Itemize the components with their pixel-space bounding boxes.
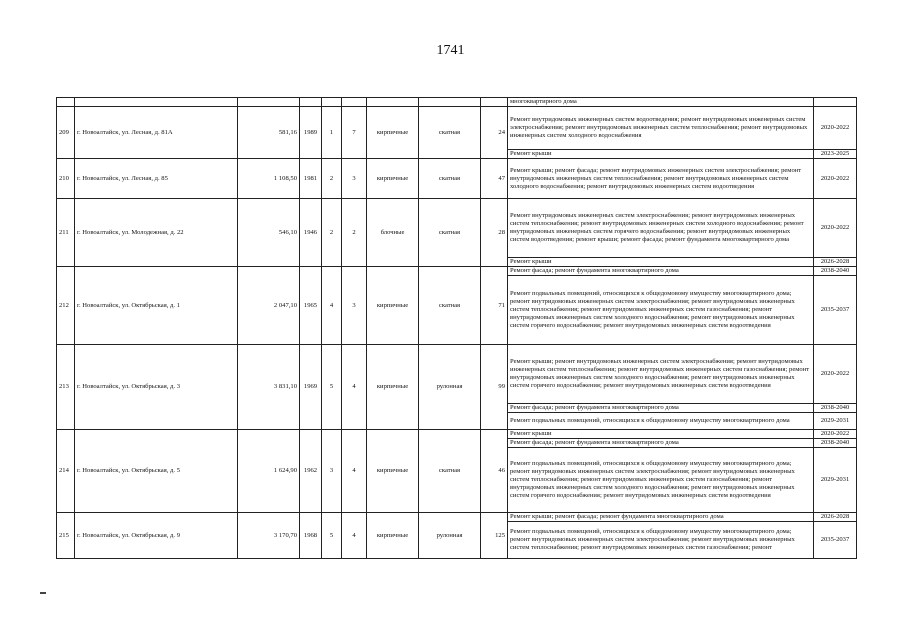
- walls-cell: кирпичные: [367, 107, 419, 159]
- year-cell: 1965: [300, 267, 322, 345]
- work-period: 2038-2040: [814, 404, 857, 413]
- work-description: Ремонт подвальных помещений, относящихся к общедомовому имуществу многоквартирного дома; ремонт внутридомовых инженерных систем электроснабжения; ремонт внутридомовых инженерных систем теплоснабжения; ремонт внутридомовых инженерных систем газоснабжения; ремонт: [508, 522, 814, 559]
- house-row: [57, 345, 857, 404]
- work-period: 2038-2040: [814, 267, 857, 276]
- work-period: 2020-2022: [814, 199, 857, 258]
- year-cell: 1962: [300, 430, 322, 513]
- carry-over-row: [57, 98, 857, 107]
- area-cell: 1 624,90: [238, 430, 300, 513]
- work-period: 2020-2022: [814, 430, 857, 439]
- walls-cell: кирпичные: [367, 159, 419, 199]
- area-cell: 3 831,10: [238, 345, 300, 430]
- roof-cell: скатная: [419, 107, 481, 159]
- year-cell: 1989: [300, 107, 322, 159]
- area-cell: 581,16: [238, 107, 300, 159]
- carry-over-text: многоквартирного дома: [508, 98, 814, 107]
- row-number: 209: [57, 107, 75, 159]
- work-period: 2029-2031: [814, 448, 857, 513]
- work-description: Ремонт внутридомовых инженерных систем электроснабжения; ремонт внутридомовых инженерных систем теплоснабжения; ремонт внутридомовых инженерных систем холодного водоснабжения; ремонт внутридомовых инженерных систем горячего водоснабжения; ремонт внутридомовых инженерных систем водоотведения; ремонт крыши; ремонт фасада; ремонт фундамента многоквартирного дома: [508, 199, 814, 258]
- roof-cell: скатная: [419, 267, 481, 345]
- row-number: 214: [57, 430, 75, 513]
- floors-cell: 2: [322, 159, 342, 199]
- work-description: Ремонт крыши: [508, 430, 814, 439]
- row-number: 212: [57, 267, 75, 345]
- house-row: [57, 430, 857, 439]
- entrances-cell: 7: [342, 107, 367, 159]
- walls-cell: кирпичные: [367, 513, 419, 559]
- address-cell: г. Новоалтайск, ул. Октябрьская, д. 9: [75, 513, 238, 559]
- residents-cell: 24: [481, 107, 508, 159]
- work-period: 2035-2037: [814, 276, 857, 345]
- work-description: Ремонт крыши; ремонт внутридомовых инженерных систем электроснабжения; ремонт внутридомовых инженерных систем теплоснабжения; ремонт внутридомовых инженерных систем газоснабжения; ремонт внутридомовых инженерных систем холодного водоснабжения; ремонт внутридомовых инженерных систем горячего водоснабжения; ремонт внутридомовых инженерных систем водоотведения: [508, 345, 814, 404]
- work-description: Ремонт подвальных помещений, относящихся к общедомовому имуществу многоквартирного дома; ремонт внутридомовых инженерных систем электроснабжения; ремонт внутридомовых инженерных систем теплоснабжения; ремонт внутридомовых инженерных систем газоснабжения; ремонт внутридомовых инженерных систем холодного водоснабжения; ремонт внутридомовых инженерных систем горячего водоснабжения; ремонт внутридомовых инженерных систем водоотведения: [508, 448, 814, 513]
- residents-cell: 99: [481, 345, 508, 430]
- walls-cell: кирпичные: [367, 267, 419, 345]
- entrances-cell: 4: [342, 345, 367, 430]
- floors-cell: 2: [322, 199, 342, 267]
- work-period: 2020-2022: [814, 345, 857, 404]
- residents-cell: 47: [481, 159, 508, 199]
- floors-cell: 5: [322, 345, 342, 430]
- year-cell: 1946: [300, 199, 322, 267]
- row-number: 213: [57, 345, 75, 430]
- capital-repair-table: [56, 97, 857, 559]
- work-period: 2023-2025: [814, 150, 857, 159]
- address-cell: г. Новоалтайск, ул. Лесная, д. 85: [75, 159, 238, 199]
- roof-cell: рулонная: [419, 345, 481, 430]
- work-description: Ремонт крыши; ремонт фасада; ремонт внутридомовых инженерных систем электроснабжения; ремонт внутридомовых инженерных систем теплоснабжения; ремонт внутридомовых инженерных систем холодного водоснабжения; ремонт внутридомовых инженерных систем водоотведения: [508, 159, 814, 199]
- area-cell: 2 047,10: [238, 267, 300, 345]
- residents-cell: 46: [481, 430, 508, 513]
- floors-cell: 4: [322, 267, 342, 345]
- roof-cell: скатная: [419, 430, 481, 513]
- work-period: 2038-2040: [814, 439, 857, 448]
- work-description: Ремонт фасада; ремонт фундамента многоквартирного дома: [508, 267, 814, 276]
- scan-mark: [40, 592, 46, 594]
- row-number: 215: [57, 513, 75, 559]
- walls-cell: кирпичные: [367, 345, 419, 430]
- work-period: 2020-2022: [814, 159, 857, 199]
- table-body: [57, 98, 857, 559]
- floors-cell: 1: [322, 107, 342, 159]
- area-cell: 546,10: [238, 199, 300, 267]
- work-description: Ремонт подвальных помещений, относящихся к общедомовому имуществу многоквартирного дома: [508, 413, 814, 430]
- work-period: 2029-2031: [814, 413, 857, 430]
- address-cell: г. Новоалтайск, ул. Лесная, д. 81А: [75, 107, 238, 159]
- entrances-cell: 3: [342, 159, 367, 199]
- house-row: [57, 159, 857, 199]
- walls-cell: блочные: [367, 199, 419, 267]
- work-period: 2026-2028: [814, 513, 857, 522]
- walls-cell: кирпичные: [367, 430, 419, 513]
- house-row: [57, 513, 857, 522]
- work-period: 2020-2022: [814, 107, 857, 150]
- year-cell: 1981: [300, 159, 322, 199]
- work-description: Ремонт внутридомовых инженерных систем водоотведения; ремонт внутридомовых инженерных систем электроснабжения; ремонт внутридомовых инженерных систем теплоснабжения; ремонт внутридомовых инженерных систем холодного водоснабжения: [508, 107, 814, 150]
- row-number: 210: [57, 159, 75, 199]
- house-row: [57, 267, 857, 276]
- residents-cell: 125: [481, 513, 508, 559]
- work-description: Ремонт подвальных помещений, относящихся к общедомовому имуществу многоквартирного дома; ремонт внутридомовых инженерных систем электроснабжения; ремонт внутридомовых инженерных систем теплоснабжения; ремонт внутридомовых инженерных систем газоснабжения; ремонт внутридомовых инженерных систем холодного водоснабжения; ремонт внутридомовых инженерных систем горячего водоснабжения; ремонт внутридомовых инженерных систем водоотведения: [508, 276, 814, 345]
- address-cell: г. Новоалтайск, ул. Октябрьская, д. 1: [75, 267, 238, 345]
- residents-cell: 71: [481, 267, 508, 345]
- work-description: Ремонт крыши: [508, 258, 814, 267]
- floors-cell: 5: [322, 513, 342, 559]
- entrances-cell: 2: [342, 199, 367, 267]
- work-description: Ремонт крыши: [508, 150, 814, 159]
- roof-cell: рулонная: [419, 513, 481, 559]
- residents-cell: 28: [481, 199, 508, 267]
- year-cell: 1969: [300, 345, 322, 430]
- work-period: 2035-2037: [814, 522, 857, 559]
- area-cell: 3 170,70: [238, 513, 300, 559]
- address-cell: г. Новоалтайск, ул. Октябрьская, д. 3: [75, 345, 238, 430]
- floors-cell: 3: [322, 430, 342, 513]
- house-row: [57, 107, 857, 150]
- roof-cell: скатная: [419, 159, 481, 199]
- page-number: 1741: [436, 43, 465, 58]
- entrances-cell: 4: [342, 430, 367, 513]
- year-cell: 1968: [300, 513, 322, 559]
- roof-cell: скатная: [419, 199, 481, 267]
- area-cell: 1 108,50: [238, 159, 300, 199]
- row-number: 211: [57, 199, 75, 267]
- work-description: Ремонт фасада; ремонт фундамента многоквартирного дома: [508, 439, 814, 448]
- house-row: [57, 199, 857, 258]
- work-period: 2026-2028: [814, 258, 857, 267]
- address-cell: г. Новоалтайск, ул. Молодежная, д. 22: [75, 199, 238, 267]
- address-cell: г. Новоалтайск, ул. Октябрьская, д. 5: [75, 430, 238, 513]
- entrances-cell: 3: [342, 267, 367, 345]
- work-description: Ремонт фасада; ремонт фундамента многоквартирного дома: [508, 404, 814, 413]
- work-description: Ремонт крыши; ремонт фасада; ремонт фундамента многоквартирного дома: [508, 513, 814, 522]
- entrances-cell: 4: [342, 513, 367, 559]
